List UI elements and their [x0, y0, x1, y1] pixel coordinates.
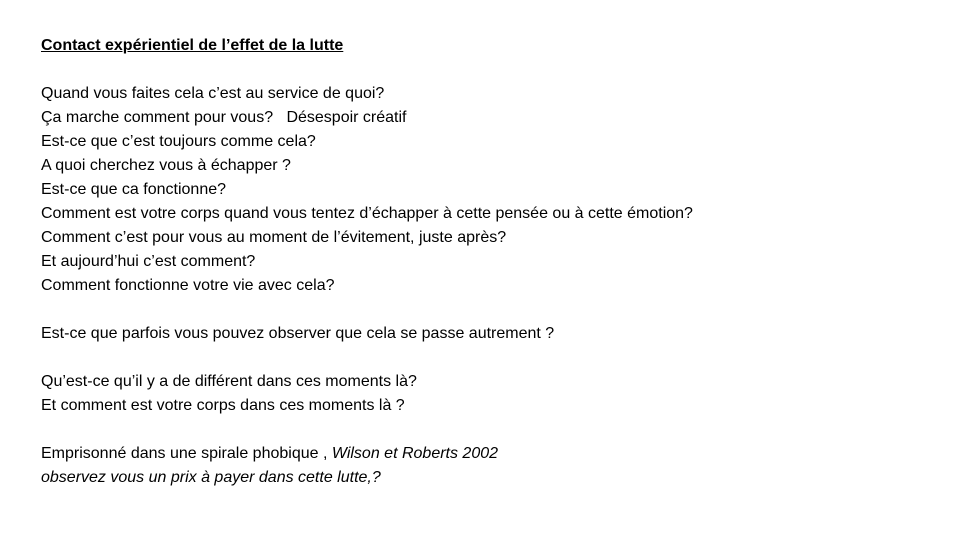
closing-line: observez vous un prix à payer dans cette lutte,? — [41, 469, 381, 486]
reference-block — [41, 442, 921, 490]
observe-line: Est-ce que parfois vous pouvez observer que cela se passe autrement ? — [41, 325, 555, 342]
question-line: Et aujourd’hui c’est comment? — [41, 253, 256, 270]
reference-prefix: Emprisonné dans une spirale phobique , — [41, 445, 332, 462]
question-line: Comment fonctionne votre vie avec cela? — [41, 277, 335, 294]
observe-block — [41, 322, 921, 346]
difference-line: Qu’est-ce qu’il y a de différent dans ces moments là? — [41, 373, 417, 390]
reference-line — [41, 442, 921, 466]
question-line: Est-ce que c’est toujours comme cela? — [41, 133, 316, 150]
question-line: Quand vous faites cela c’est au service de quoi? — [41, 85, 385, 102]
question-line: Est-ce que ca fonctionne? — [41, 181, 227, 198]
question-line: Comment est votre corps quand vous tentez d’échapper à cette pensée ou à cette émotion? — [41, 205, 693, 222]
question-line: Comment c’est pour vous au moment de l’évitement, juste après? — [41, 229, 507, 246]
question-line: A quoi cherchez vous à échapper ? — [41, 157, 291, 174]
slide-title: Contact expérientiel de l’effet de la lutte — [41, 37, 344, 54]
question-line: Ça marche comment pour vous? Désespoir créatif — [41, 109, 407, 126]
difference-block — [41, 370, 921, 418]
slide-content — [41, 34, 921, 490]
question-list — [41, 82, 921, 298]
difference-line: Et comment est votre corps dans ces moments là ? — [41, 397, 405, 414]
reference-citation: Wilson et Roberts 2002 — [331, 445, 499, 462]
